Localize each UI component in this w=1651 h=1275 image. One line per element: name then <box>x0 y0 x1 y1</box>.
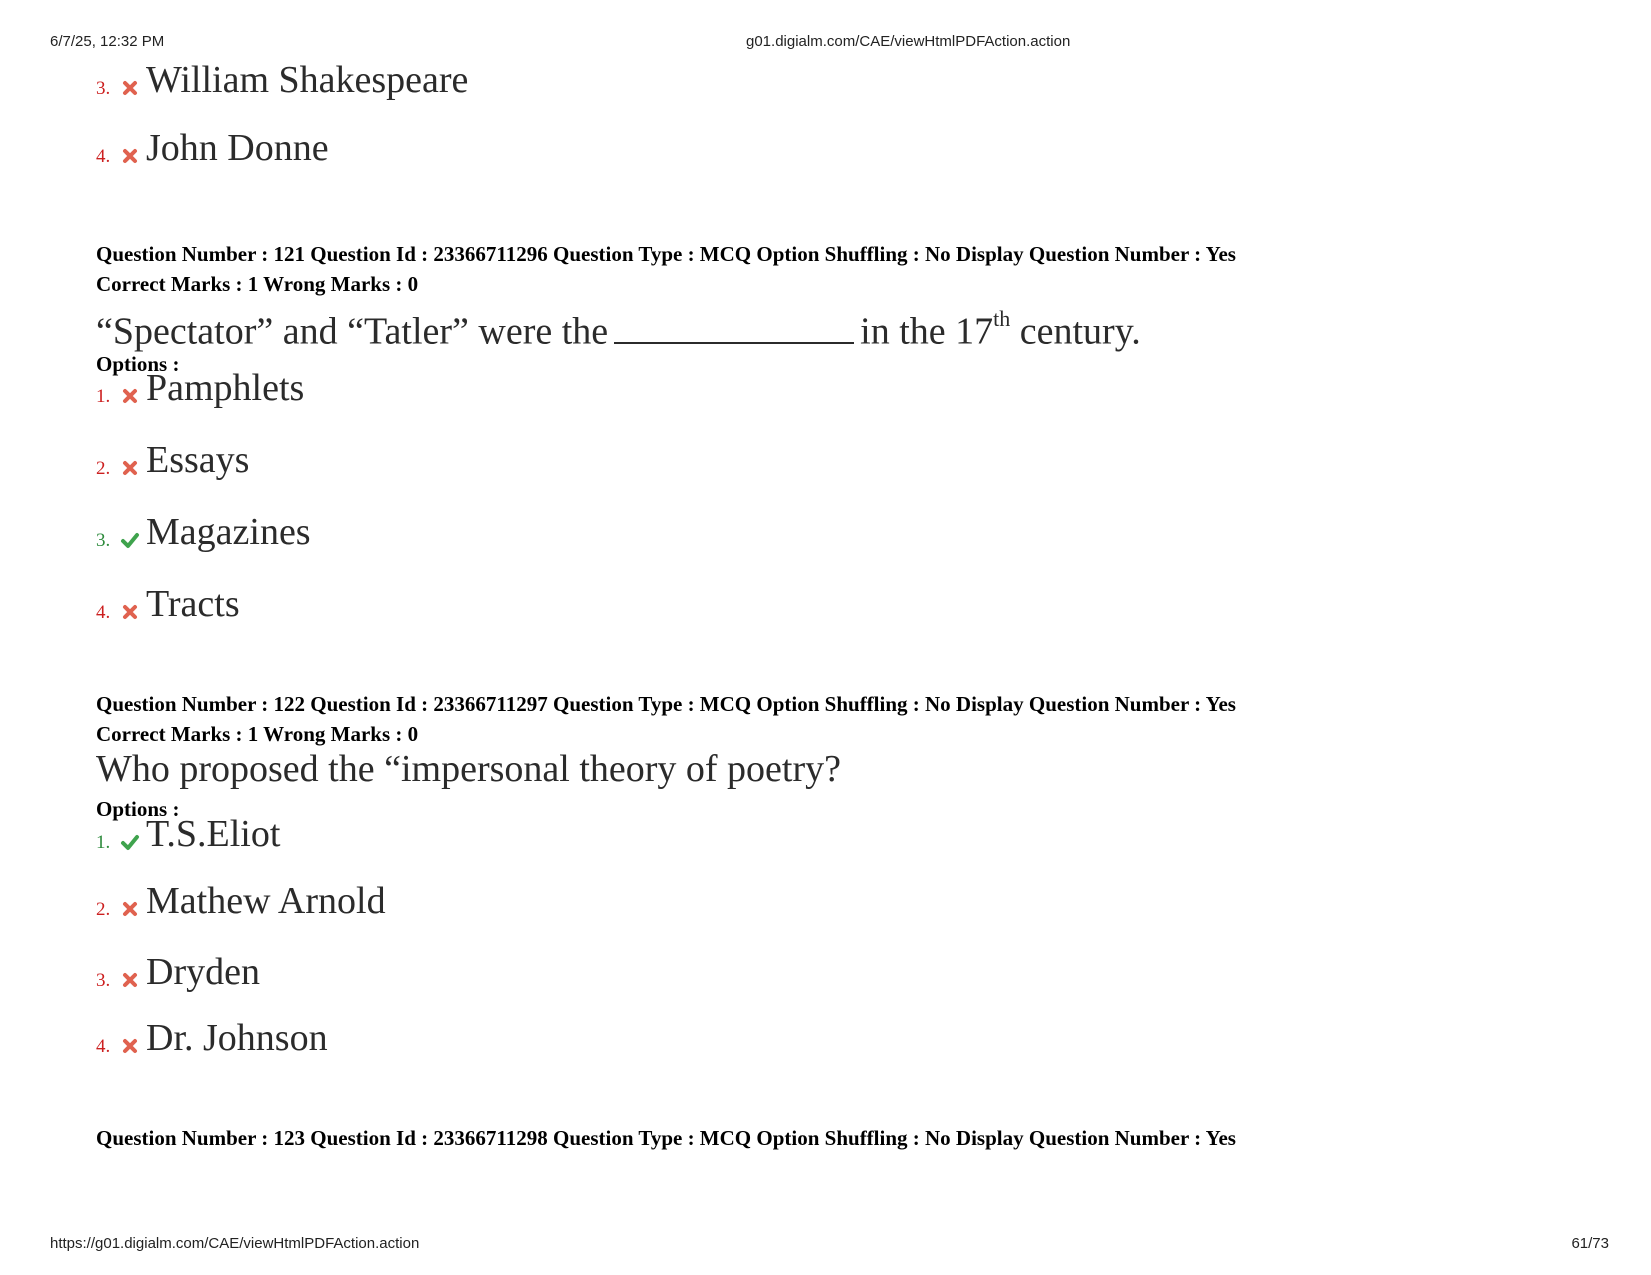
option-text: T.S.Eliot <box>146 813 281 855</box>
option-number: 3. <box>96 970 111 991</box>
option-text: Dryden <box>146 951 260 993</box>
cross-icon <box>120 1036 140 1056</box>
option-text: Magazines <box>146 511 311 553</box>
cross-icon <box>120 970 140 990</box>
option-text: Dr. Johnson <box>146 1017 328 1059</box>
cross-icon <box>120 602 140 622</box>
answer-blank <box>614 312 854 344</box>
print-header-url: g01.digialm.com/CAE/viewHtmlPDFAction.action <box>746 33 1071 50</box>
question-meta: Question Number : 121 Question Id : 23366711296 Question Type : MCQ Option Shuffling : No Display Question Number : Yes <box>96 242 1236 266</box>
question-meta: Question Number : 123 Question Id : 23366711298 Question Type : MCQ Option Shuffling : No Display Question Number : Yes <box>96 1126 1236 1150</box>
option-number: 4. <box>96 602 111 623</box>
question-text-part: century. <box>1010 310 1141 353</box>
cross-icon <box>120 386 140 406</box>
print-datetime: 6/7/25, 12:32 PM <box>50 33 165 50</box>
options-label: Options : <box>96 352 180 376</box>
option-number: 1. <box>96 386 111 407</box>
question-meta: Question Number : 122 Question Id : 23366711297 Question Type : MCQ Option Shuffling : No Display Question Number : Yes <box>96 692 1236 716</box>
option-text: Essays <box>146 439 250 481</box>
question-marks: Correct Marks : 1 Wrong Marks : 0 <box>96 272 419 296</box>
page-number: 61/73 <box>1571 1235 1609 1252</box>
cross-icon <box>120 899 140 919</box>
cross-icon <box>120 458 140 478</box>
question-marks: Correct Marks : 1 Wrong Marks : 0 <box>96 722 419 746</box>
option-number: 4. <box>96 1036 111 1057</box>
option-number: 3. <box>96 530 111 551</box>
option-text: William Shakespeare <box>146 59 469 101</box>
option-text: Mathew Arnold <box>146 880 386 922</box>
option-number: 4. <box>96 146 111 167</box>
option-number: 1. <box>96 832 111 853</box>
option-number: 2. <box>96 458 111 479</box>
option-text: John Donne <box>146 127 329 169</box>
print-footer-url: https://g01.digialm.com/CAE/viewHtmlPDFAction.action <box>50 1235 420 1252</box>
question-text-part: in the 17 <box>860 310 994 353</box>
option-text: Tracts <box>146 583 240 625</box>
options-label: Options : <box>96 797 180 821</box>
option-number: 2. <box>96 899 111 920</box>
option-text: Pamphlets <box>146 367 305 409</box>
superscript: th <box>993 306 1011 331</box>
cross-icon <box>120 78 140 98</box>
question-text: Who proposed the “impersonal theory of poetry? <box>96 748 841 790</box>
check-icon <box>120 832 140 852</box>
option-number: 3. <box>96 78 111 99</box>
question-text <box>96 300 1141 355</box>
check-icon <box>120 530 140 550</box>
cross-icon <box>120 146 140 166</box>
question-text-part: “Spectator” and “Tatler” were the <box>96 310 609 353</box>
